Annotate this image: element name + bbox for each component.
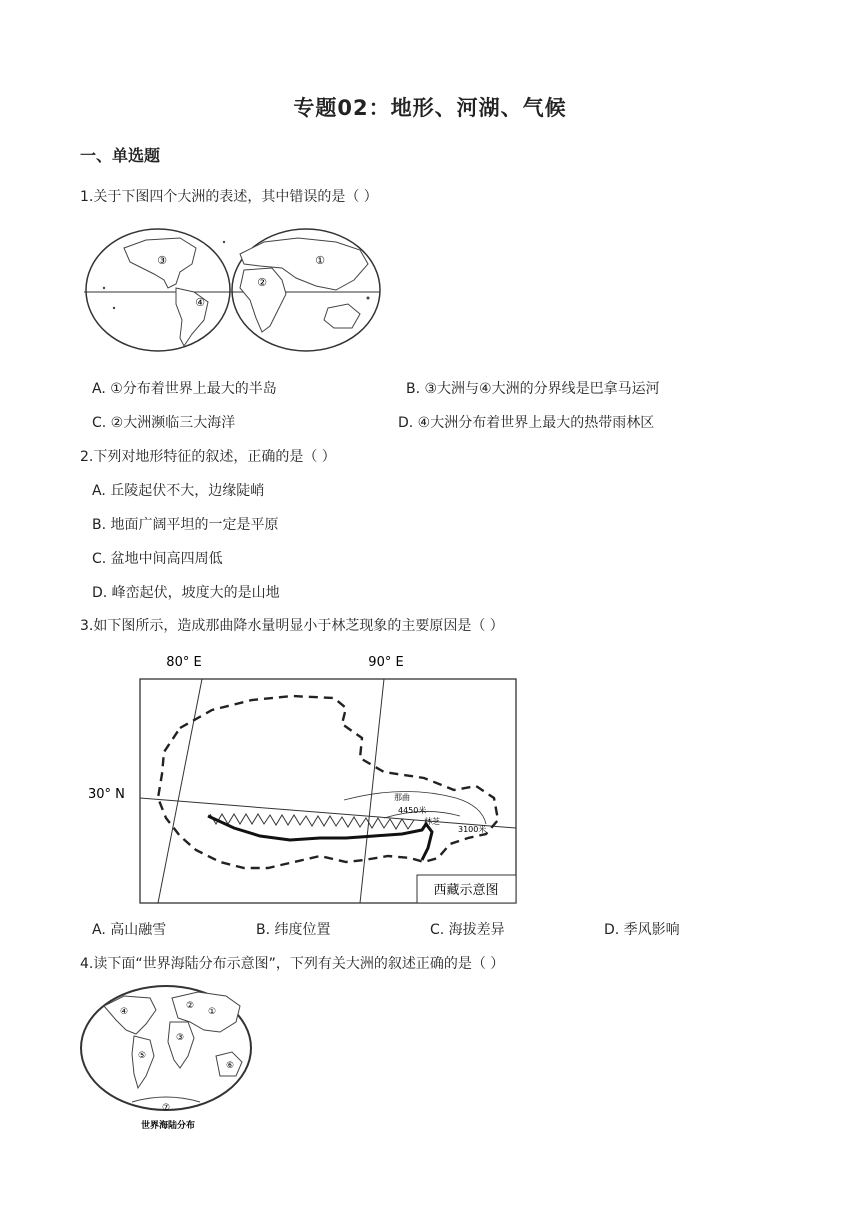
tibet-map-caption: 西藏示意图: [433, 883, 499, 898]
question-3-stem: 3.如下图所示，造成那曲降水量明显小于林芝现象的主要原因是（ ）: [80, 618, 504, 634]
q3-option-d[interactable]: D. 季风影响: [604, 922, 680, 938]
q1-option-d[interactable]: D. ④大洲分布着世界上最大的热带雨林区: [398, 415, 655, 431]
world-label-6: ⑥: [225, 1061, 235, 1071]
q1-option-a[interactable]: A. ①分布着世界上最大的半岛: [92, 381, 277, 397]
lat-30-label: 30° N: [88, 787, 125, 802]
world-label-1: ①: [207, 1007, 217, 1017]
world-label-5: ⑤: [137, 1051, 147, 1061]
map-label-4: ④: [195, 296, 205, 309]
two-hemisphere-map: [84, 228, 384, 356]
question-1-stem: 1.关于下图四个大洲的表述，其中错误的是（ ）: [80, 189, 378, 205]
q2-option-c[interactable]: C. 盆地中间高四周低: [92, 551, 223, 567]
q3-option-c[interactable]: C. 海拔差异: [430, 922, 505, 938]
q2-option-a[interactable]: A. 丘陵起伏不大，边缘陡峭: [92, 483, 265, 499]
q1-option-c[interactable]: C. ②大洲濒临三大海洋: [92, 415, 236, 431]
question-2-stem: 2.下列对地形特征的叙述，正确的是（ ）: [80, 449, 336, 465]
world-land-sea-map: [80, 984, 256, 1132]
q2-option-d[interactable]: D. 峰峦起伏，坡度大的是山地: [92, 585, 280, 601]
nagqu-label: 那曲: [394, 793, 410, 802]
world-map-caption: 世界海陆分布: [140, 1121, 196, 1131]
q2-option-b[interactable]: B. 地面广阔平坦的一定是平原: [92, 517, 279, 533]
q3-option-a[interactable]: A. 高山融雪: [92, 922, 167, 938]
section-heading: 一、单选题: [80, 146, 161, 165]
world-label-3: ③: [175, 1033, 185, 1043]
map-label-3: ③: [157, 254, 167, 267]
q3-option-b[interactable]: B. 纬度位置: [256, 922, 331, 938]
lon-80-label: 80° E: [166, 655, 202, 670]
map-label-2: ②: [257, 276, 267, 289]
question-4-stem: 4.读下面“世界海陆分布示意图”，下列有关大洲的叙述正确的是（ ）: [80, 956, 505, 972]
world-label-2: ②: [185, 1001, 195, 1011]
map-label-1: ①: [315, 254, 325, 267]
page-title: 专题02：地形、河湖、气候: [293, 96, 567, 120]
lon-90-label: 90° E: [368, 655, 404, 670]
world-label-4: ④: [119, 1007, 129, 1017]
nyingchi-altitude: 3100米: [458, 825, 487, 834]
nyingchi-label: 林芝: [424, 817, 440, 826]
tibet-map: [84, 648, 524, 908]
q1-option-b[interactable]: B. ③大洲与④大洲的分界线是巴拿马运河: [406, 381, 660, 397]
world-label-7: ⑦: [161, 1103, 171, 1113]
nagqu-altitude: 4450米: [398, 806, 427, 815]
